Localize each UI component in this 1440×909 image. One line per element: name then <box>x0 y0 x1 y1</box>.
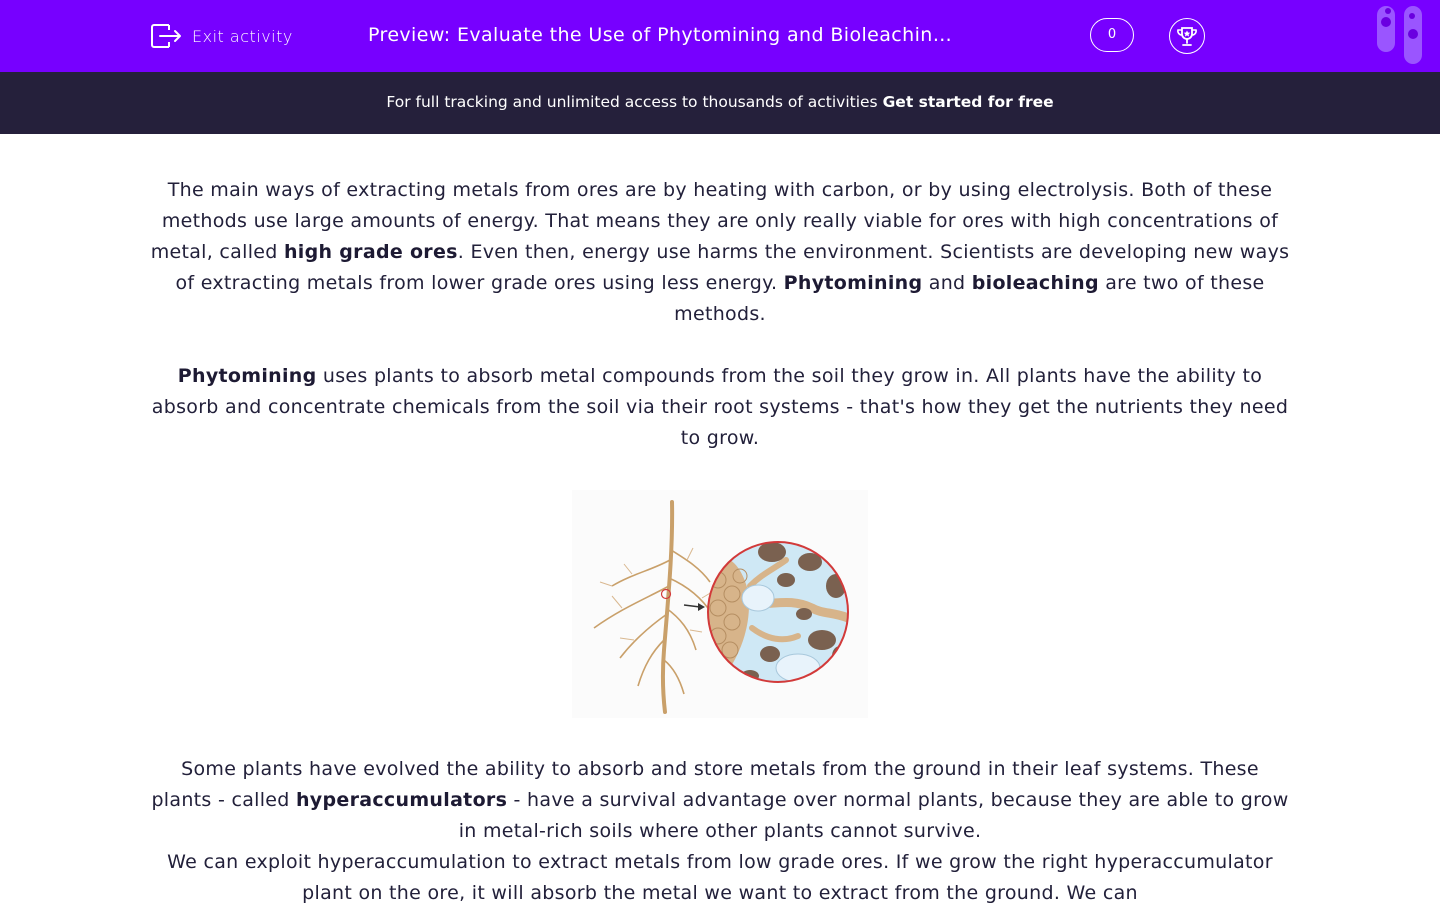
root-soil-figure <box>572 490 868 718</box>
exit-activity-button[interactable] <box>149 21 293 51</box>
top-bar <box>0 0 1440 72</box>
hyperaccumulators-paragraph <box>150 754 1290 847</box>
banner-text: For full tracking and unlimited access to thousands of activities <box>386 93 883 111</box>
get-started-link[interactable]: Get started for free <box>882 93 1054 111</box>
intro-paragraph <box>150 175 1290 330</box>
bold-term: bioleaching <box>971 272 1099 294</box>
exit-activity-label: Exit activity <box>192 26 293 46</box>
bold-term: high grade ores <box>283 241 458 263</box>
text-segment: uses plants to absorb metal compounds from the soil they grow in. All plants have the ability to absorb and concentrate chemicals from the soil via their root systems - that's how they get the nutrients they need to grow. <box>151 365 1289 449</box>
bold-term: hyperaccumulators <box>295 789 508 811</box>
phytomining-paragraph <box>150 361 1290 454</box>
exit-icon <box>149 21 183 51</box>
text-segment: Some plants have evolved the ability to absorb and store metals from the ground in their leaf systems. These plants - called <box>151 758 1259 811</box>
text-segment: We can exploit hyperaccumulation to extract metals from low grade ores. If we grow the right hyperaccumulator plant on the ore, it will absorb the metal we want to extract from the ground. We can <box>167 851 1273 904</box>
bold-term: Phytomining <box>783 272 923 294</box>
activity-content <box>150 175 1290 909</box>
plant-root-soil-illustration-icon <box>572 490 868 718</box>
text-segment: - have a survival advantage over normal plants, because they are able to grow in metal-rich soils where other plants cannot survive. <box>458 789 1289 842</box>
page-title: Preview: Evaluate the Use of Phytomining and Bioleachin… <box>368 24 953 46</box>
trophy-button[interactable] <box>1169 18 1205 54</box>
test-tubes-icon <box>1374 4 1430 64</box>
signup-banner <box>0 72 1440 134</box>
text-segment: and <box>922 272 972 294</box>
text-segment: The main ways of extracting metals from ores are by heating with carbon, or by using electrolysis. Both of these methods use large amounts of energy. That means they are only really viable for ores with high concentrations of metal, called <box>150 179 1279 263</box>
text-segment: . Even then, energy use harms the environment. Scientists are developing new ways of extracting metals from lower grade ores using less energy. <box>175 241 1290 294</box>
score-badge: 0 <box>1090 18 1134 52</box>
bold-term: Phytomining <box>177 365 317 387</box>
text-segment: are two of these methods. <box>674 272 1265 325</box>
trophy-icon <box>1175 24 1199 48</box>
